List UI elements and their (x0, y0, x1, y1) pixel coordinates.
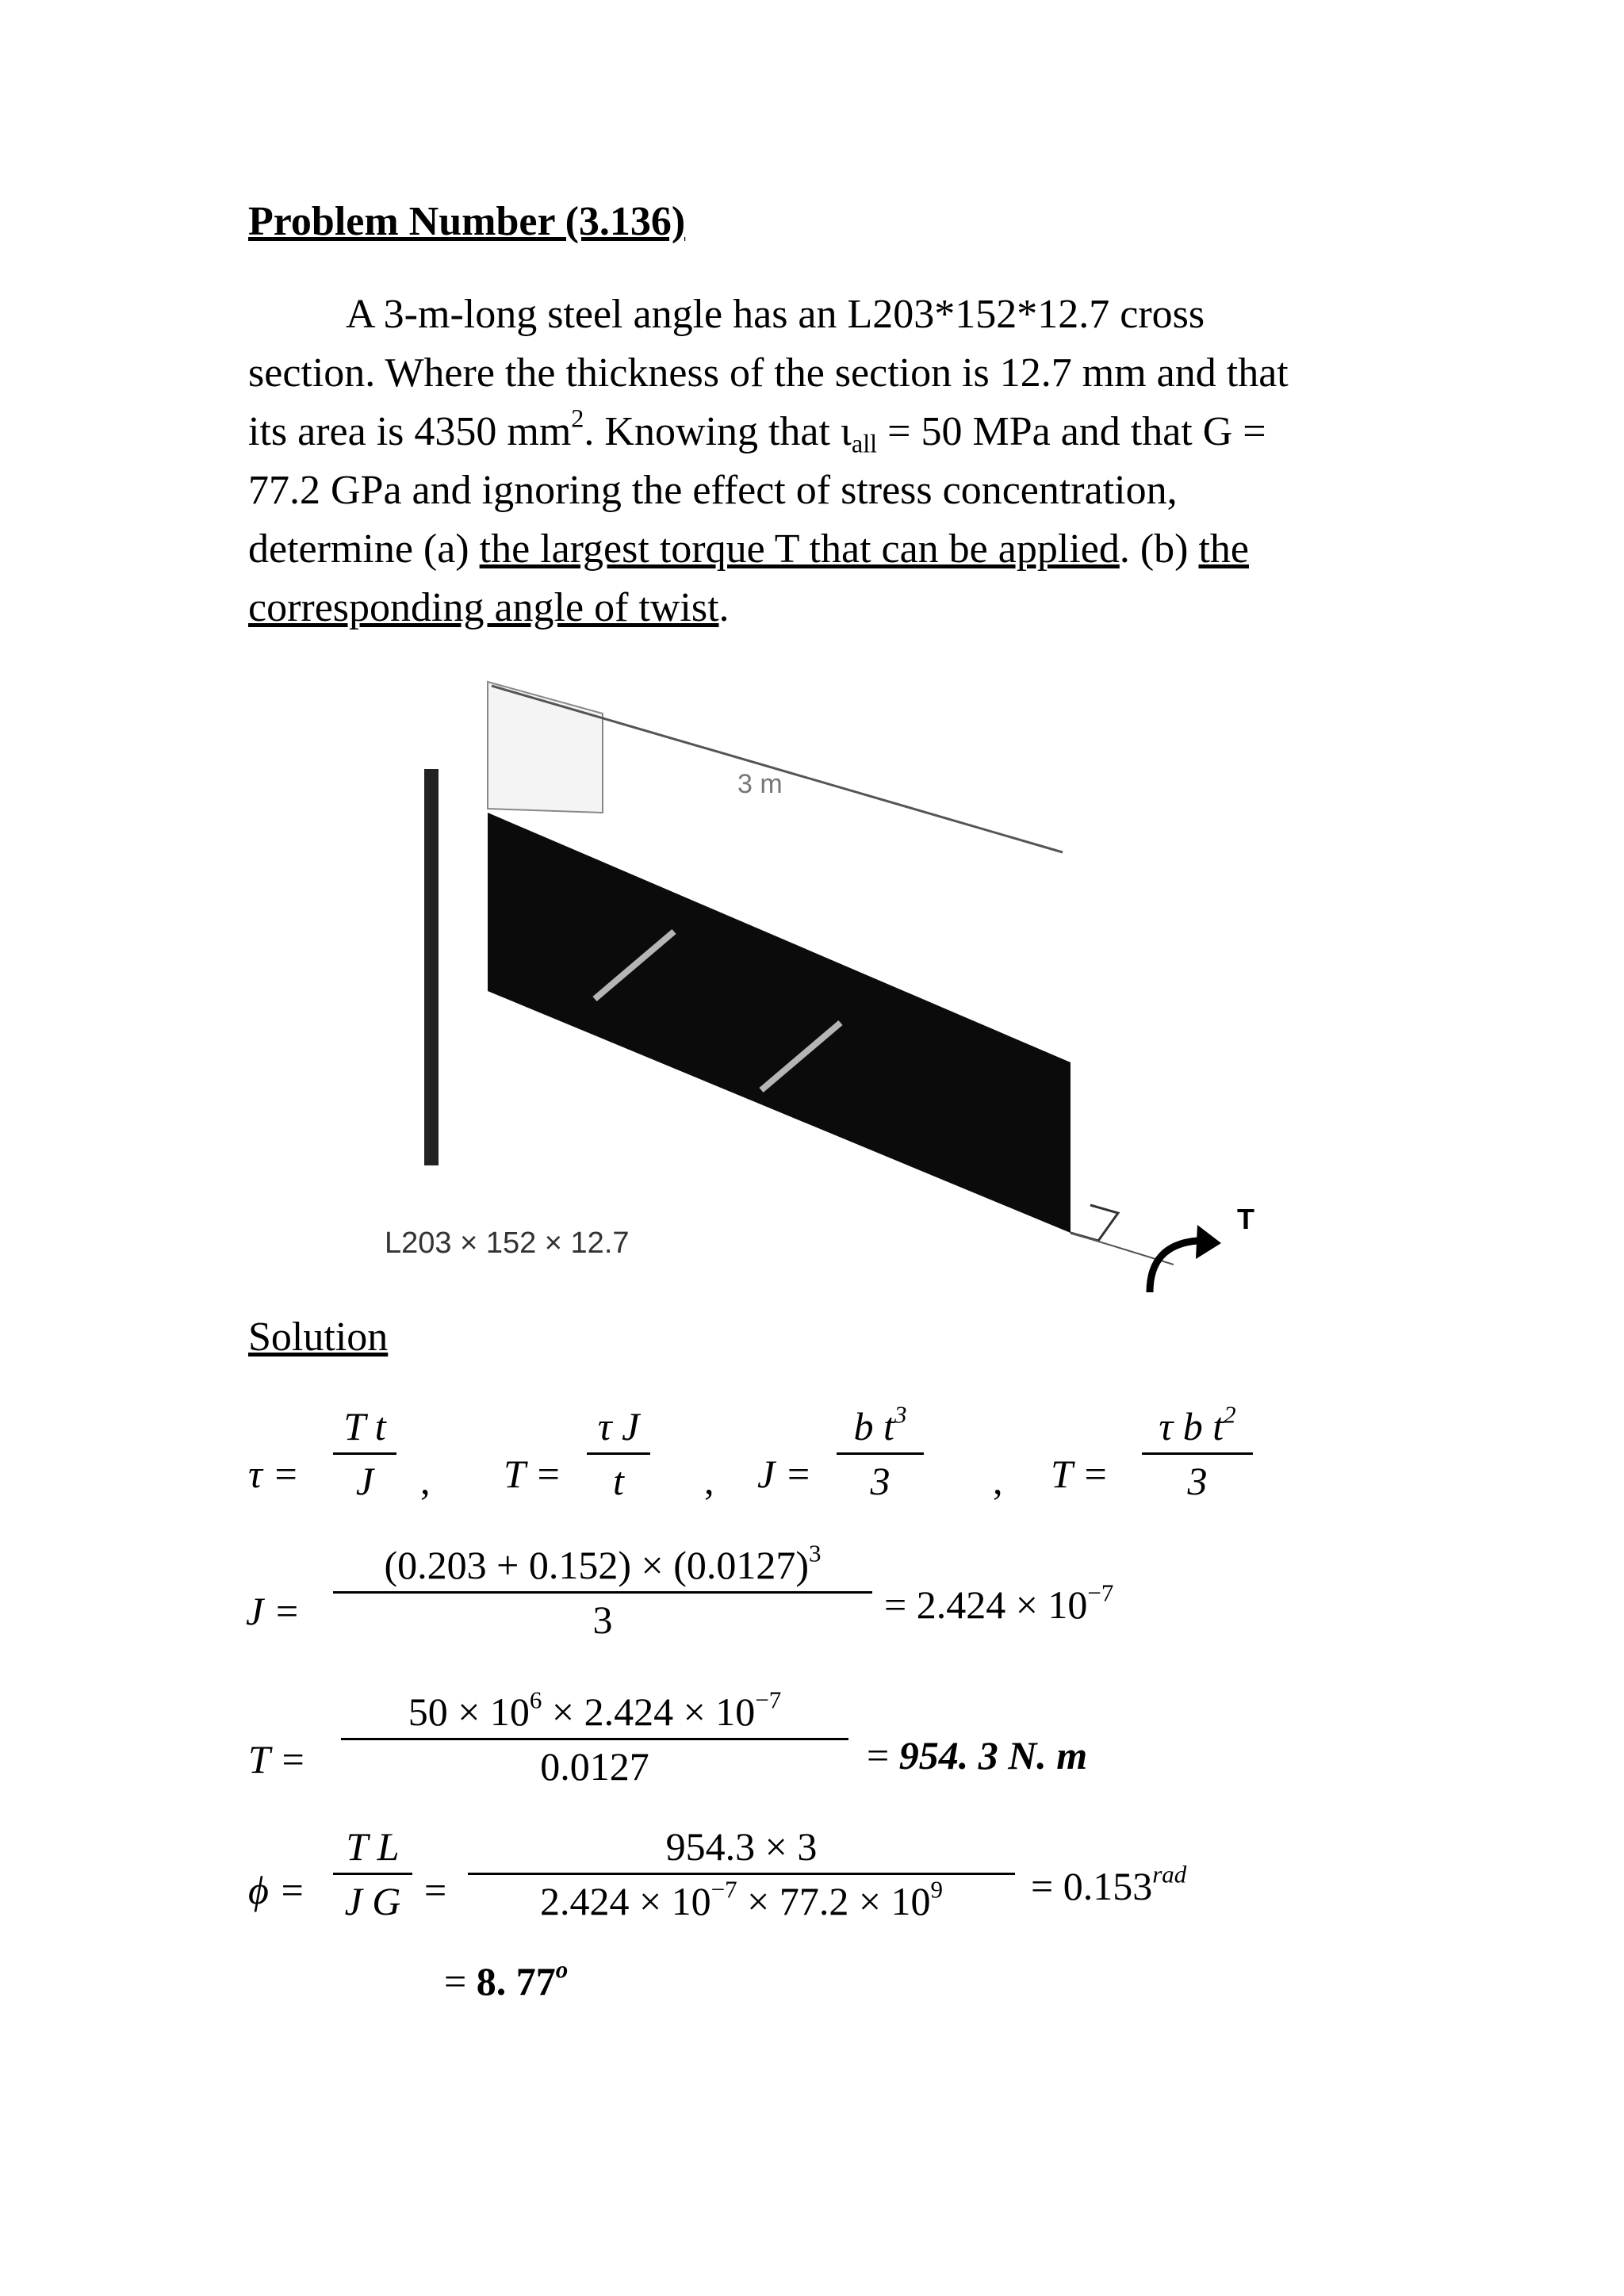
t-calc-fraction: $50 \times 10^6 \times 2.424 \times 10^{-7}$ 0.0127 (341, 1689, 848, 1789)
length-label: 3 m (737, 769, 783, 799)
problem-title: Problem Number (3.136) (248, 199, 686, 244)
j-calc-fraction: $(0.203 + 0.152) \times (0.0127)^3$ 3 (333, 1542, 872, 1643)
phi-calc-result-deg: = 8. 77$^o$ (444, 1955, 569, 2003)
formula-T1-lhs: T = (504, 1452, 562, 1496)
formula-T2-fraction: τ b $t^2$ 3 (1142, 1403, 1253, 1504)
formula-tau-lhs: τ = (248, 1452, 300, 1496)
j-calc-result: = $2.424 \times 10^{-7}$ (884, 1578, 1114, 1627)
phi-calc-lhs: ϕ = (248, 1868, 306, 1912)
torque-label: T (1237, 1203, 1254, 1235)
t-calc-lhs: T = (248, 1737, 307, 1781)
formula-T1-fraction: τ J t (587, 1403, 650, 1504)
steel-angle-figure (357, 666, 1308, 1300)
section-label: L203 × 152 × 12.7 (385, 1226, 630, 1260)
support-wall (424, 769, 439, 1165)
statement-line-6: corresponding angle of twist. (248, 585, 730, 630)
formula-T2-lhs: T = (1051, 1452, 1109, 1496)
formula-J-lhs: J = (757, 1452, 812, 1496)
separator: , (420, 1458, 431, 1502)
statement-line-3: its area is 4350 $mm^2$. Knowing that $\iota_{all} = 50$ MPa and that G = (248, 404, 1266, 458)
formula-tau-fraction: T t J (333, 1403, 396, 1504)
statement-line-2: section. Where the thickness of the section is 12.7 mm and that (248, 350, 1289, 396)
statement-line-1: A 3-m-long steel angle has an L203*152*12.7 cross (346, 292, 1205, 337)
formula-J-fraction: b $t^3$ 3 (837, 1403, 924, 1504)
phi-calc-fraction: 954.3 × 3 $2.424 \times 10^{-7} \times 77.2 \times 10^9$ (468, 1823, 1015, 1924)
j-calc-lhs: J = (246, 1589, 301, 1633)
phi-formula-fraction: T L J G (333, 1823, 412, 1924)
torque-arrow-icon (1150, 1241, 1197, 1292)
statement-line-5: determine (a) the largest torque T that can be applied. (b) the (248, 526, 1249, 572)
t-calc-result: = 954. 3 N. m (867, 1733, 1088, 1777)
separator: , (993, 1458, 1003, 1502)
statement-line-4: 77.2 GPa and ignoring the effect of stress concentration, (248, 468, 1178, 513)
phi-equals: = (424, 1868, 447, 1912)
solution-heading: Solution (248, 1314, 389, 1360)
phi-calc-result-rad: = $0.153^{rad}$ (1031, 1860, 1187, 1908)
angle-vertical-leg (488, 813, 1071, 1233)
separator: , (704, 1458, 714, 1502)
problem-statement (248, 285, 1390, 637)
